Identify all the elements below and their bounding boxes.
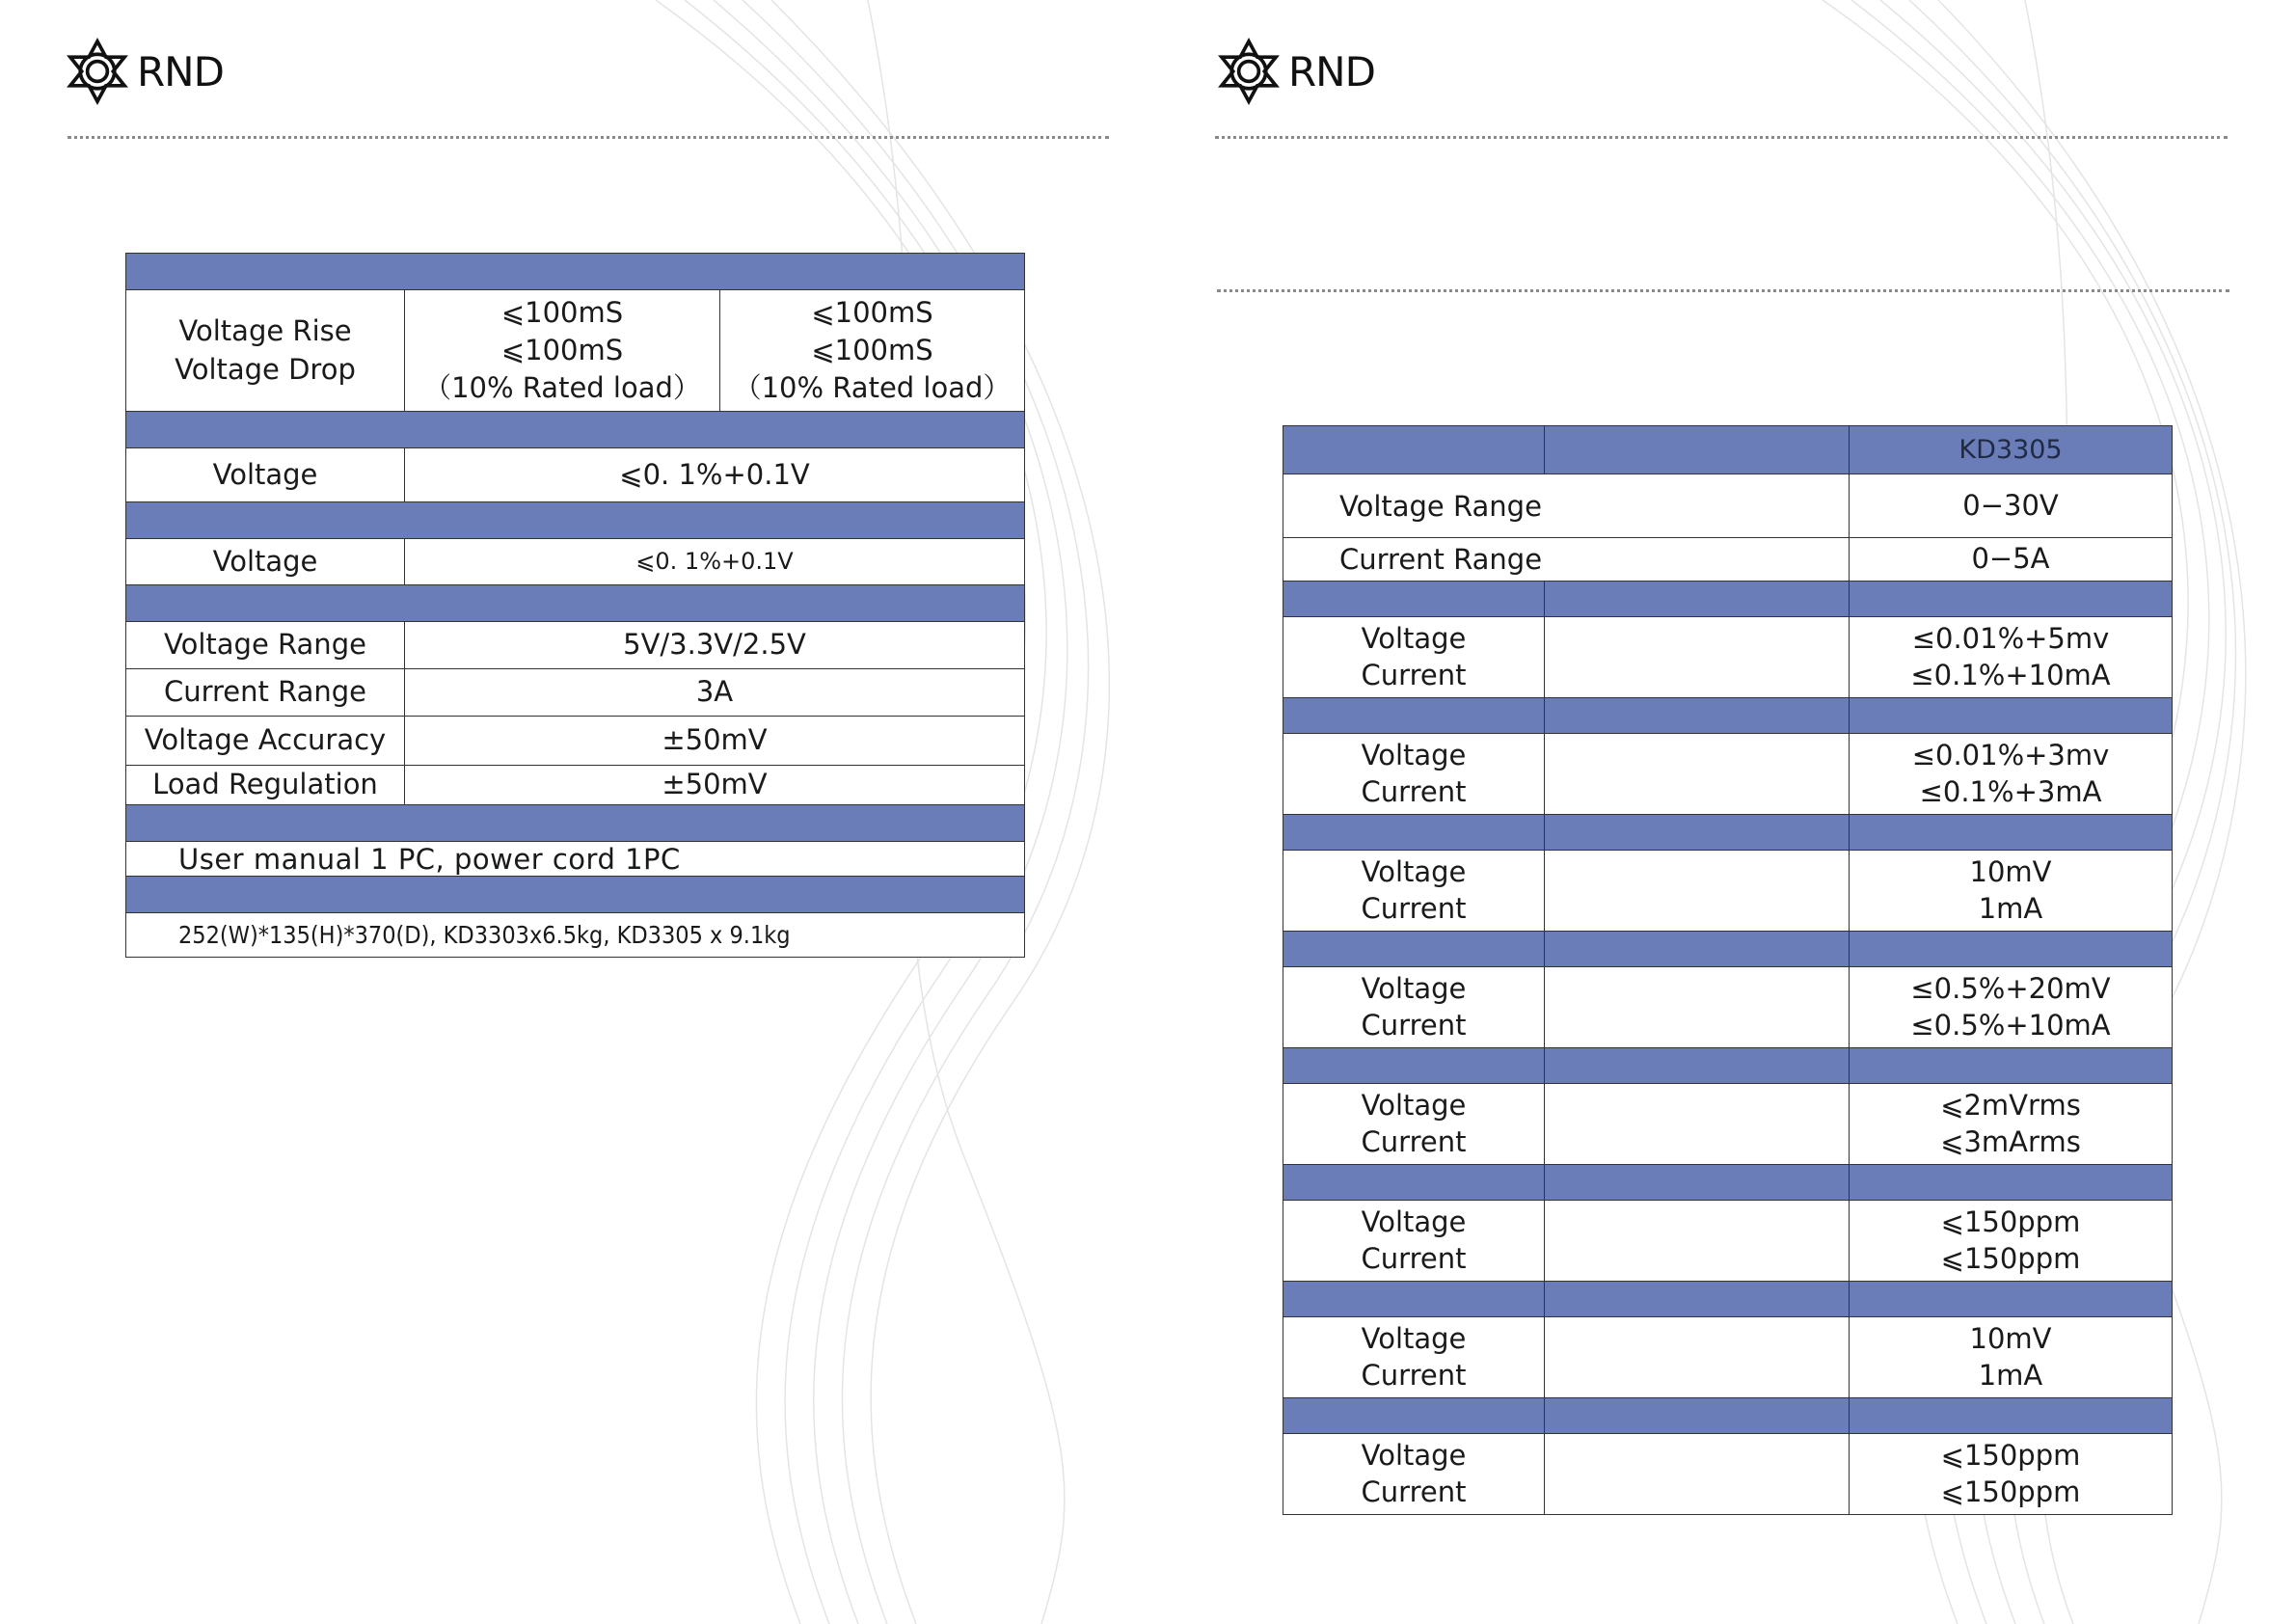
row-label: Voltage Range	[126, 622, 405, 669]
table-row	[1283, 538, 2173, 582]
group-values	[1850, 851, 2173, 932]
group-value: ⩽150ppm	[1940, 1241, 2081, 1275]
group-value: ⩽2mVrms	[1940, 1088, 2081, 1122]
row-label: Load Regulation	[126, 766, 405, 805]
row-value: 3A	[405, 669, 1025, 717]
transient-label: Voltage Rise Voltage Drop	[126, 290, 405, 412]
group-value: 10mV	[1969, 854, 2052, 888]
brand-logo-right	[1213, 33, 1375, 110]
section-band	[1283, 698, 2173, 734]
row-label: Current Range	[1283, 538, 1850, 582]
section-band	[126, 254, 1025, 290]
group-label: Voltage	[1361, 1204, 1467, 1238]
row-label: Voltage Accuracy	[126, 717, 405, 766]
section-band	[1283, 815, 2173, 851]
table-row	[1283, 967, 2173, 1048]
section-band	[126, 502, 1025, 539]
group-value: 1mA	[1978, 891, 2043, 925]
group-labels	[1283, 617, 1545, 698]
row-label: Voltage Range	[1283, 474, 1850, 538]
row-value: 0−5A	[1850, 538, 2173, 582]
group-label: Voltage	[1361, 854, 1467, 888]
row-value: ±50mV	[405, 766, 1025, 805]
right-spec-table	[1283, 425, 2173, 1515]
brand-logo-left	[62, 33, 224, 110]
group-label: Current	[1361, 1124, 1467, 1158]
group-label: Current	[1361, 774, 1467, 808]
accessories-text: User manual 1 PC, power cord 1PC	[126, 842, 1025, 877]
brand-name: RND	[1288, 47, 1375, 95]
group-values	[1850, 734, 2173, 815]
table-row-accessories	[126, 842, 1025, 877]
group-values	[1850, 967, 2173, 1048]
section-band	[126, 412, 1025, 448]
group-label: Current	[1361, 1358, 1467, 1392]
group-label: Current	[1361, 1241, 1467, 1275]
group-values	[1850, 1434, 2173, 1515]
header-row	[1283, 426, 2173, 474]
group-value: ⩽150ppm	[1940, 1475, 2081, 1508]
group-label: Voltage	[1361, 738, 1467, 771]
table-row	[1283, 474, 2173, 538]
table-row	[1283, 617, 2173, 698]
rnd-emblem-icon	[62, 36, 133, 107]
section-band	[126, 805, 1025, 842]
section-band	[126, 585, 1025, 622]
group-value: ≤0.5%+20mV	[1910, 971, 2111, 1005]
group-label: Current	[1361, 1008, 1467, 1042]
group-value: 1mA	[1978, 1358, 2043, 1392]
group-labels	[1283, 734, 1545, 815]
table-row-dimensions	[126, 913, 1025, 958]
header-divider-right	[1215, 136, 2228, 139]
group-value: ≤0.01%+3mv	[1911, 738, 2110, 771]
group-value: ≤0.1%+10mA	[1910, 658, 2111, 691]
group-label: Voltage	[1361, 1321, 1467, 1355]
header-divider-left	[68, 136, 1109, 139]
row-value: 5V/3.3V/2.5V	[405, 622, 1025, 669]
group-value: ⩽150ppm	[1940, 1204, 2081, 1238]
group-values	[1850, 1317, 2173, 1398]
section-band	[126, 877, 1025, 913]
group-value: 10mV	[1969, 1321, 2052, 1355]
group-value: ⩽3mArms	[1940, 1124, 2081, 1158]
row-label: Current Range	[126, 669, 405, 717]
group-value: ≤0.5%+10mA	[1910, 1008, 2111, 1042]
group-values	[1850, 1084, 2173, 1165]
section-band	[1283, 582, 2173, 617]
row-label: Voltage	[126, 539, 405, 585]
group-value: ≤0.1%+3mA	[1919, 774, 2102, 808]
dimensions-text: 252(W)*135(H)*370(D), KD3303x6.5kg, KD3305 x 9.1kg	[126, 913, 1025, 958]
group-label: Voltage	[1361, 621, 1467, 655]
left-spec-table	[125, 253, 1025, 958]
group-values	[1850, 1201, 2173, 1282]
section-band	[1283, 1282, 2173, 1317]
group-value: ≤0.01%+5mv	[1911, 621, 2110, 655]
group-label: Current	[1361, 891, 1467, 925]
group-values	[1850, 617, 2173, 698]
table-row	[126, 717, 1025, 766]
group-labels	[1283, 851, 1545, 932]
table-row	[1283, 1201, 2173, 1282]
group-label: Voltage	[1361, 971, 1467, 1005]
group-labels	[1283, 1084, 1545, 1165]
group-labels	[1283, 1201, 1545, 1282]
table-row	[126, 669, 1025, 717]
table-row	[1283, 851, 2173, 932]
row-value: ⩽0. 1%+0.1V	[405, 448, 1025, 502]
table-row-transient	[126, 290, 1025, 412]
row-label: Voltage	[126, 448, 405, 502]
table-row	[126, 622, 1025, 669]
section-band	[1283, 932, 2173, 967]
group-labels	[1283, 1317, 1545, 1398]
table-row	[126, 766, 1025, 805]
section-divider-right	[1217, 289, 2229, 292]
table-row	[1283, 1434, 2173, 1515]
rnd-emblem-icon	[1213, 36, 1284, 107]
table-row	[1283, 734, 2173, 815]
table-row	[1283, 1084, 2173, 1165]
group-label: Voltage	[1361, 1438, 1467, 1472]
row-value: ±50mV	[405, 717, 1025, 766]
transient-col1: ⩽100mS ⩽100mS （10% Rated load）	[405, 290, 720, 412]
group-labels	[1283, 967, 1545, 1048]
brand-name: RND	[137, 47, 224, 95]
section-band	[1283, 1398, 2173, 1434]
group-value: ⩽150ppm	[1940, 1438, 2081, 1472]
section-band	[1283, 1165, 2173, 1201]
row-value: ⩽0. 1%+0.1V	[405, 539, 1025, 585]
group-label: Voltage	[1361, 1088, 1467, 1122]
table-row	[1283, 1317, 2173, 1398]
table-row	[126, 539, 1025, 585]
section-band	[1283, 1048, 2173, 1084]
group-label: Current	[1361, 658, 1467, 691]
group-label: Current	[1361, 1475, 1467, 1508]
row-value: 0−30V	[1850, 474, 2173, 538]
table-row	[126, 448, 1025, 502]
model-header: KD3305	[1850, 426, 2173, 474]
transient-col2: ⩽100mS ⩽100mS （10% Rated load）	[720, 290, 1025, 412]
group-labels	[1283, 1434, 1545, 1515]
